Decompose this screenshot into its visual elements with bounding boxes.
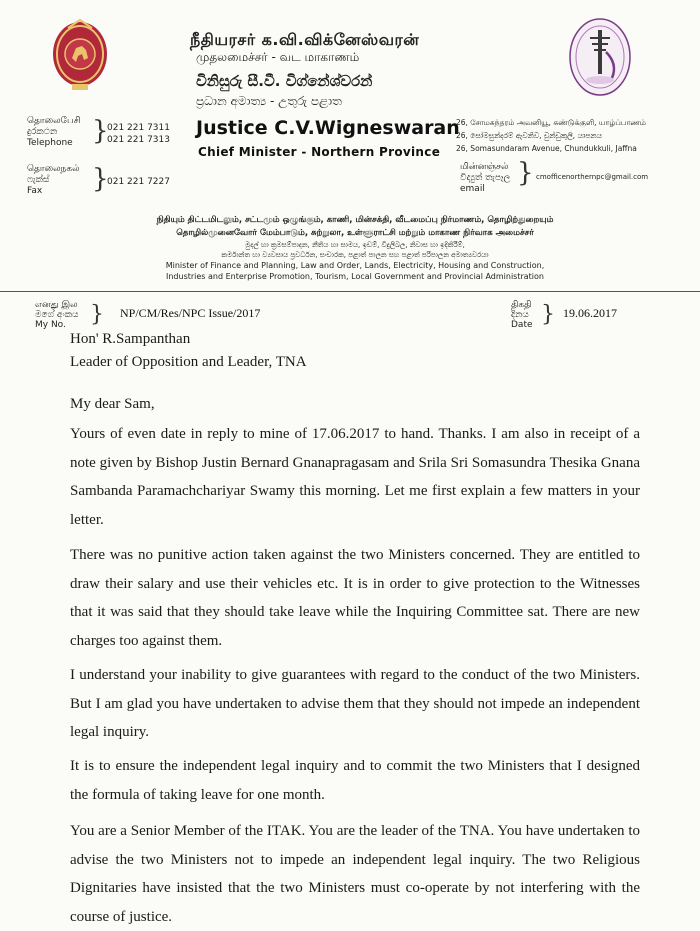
reference-number: NP/CM/Res/NPC Issue/2017	[120, 306, 261, 320]
fax-number: 021 221 7227	[107, 177, 170, 187]
paragraph-2: There was no punitive action taken against the two Ministers concerned. They are entitled to draw their salary and use their vehicles etc. It is in order to give protection to the Witnesses that it was said that they should take leave while the Inquiring Committee sat. There are new charges too against them.	[70, 547, 640, 649]
fax-label: தொலைநகல் ෆැක්ස් Fax	[27, 164, 80, 196]
english-title: Chief Minister - Northern Province	[198, 145, 441, 159]
tamil-name: நீதியரசர் க.வி.விக்னேஸ்வரன்	[190, 30, 420, 49]
addressee-name: Hon' R.Sampanthan	[70, 331, 191, 347]
english-name: Justice C.V.Wigneswaran	[196, 117, 460, 139]
sri-lanka-emblem-icon	[50, 18, 110, 98]
fax-brace: }	[92, 164, 109, 194]
paragraph-5: You are a Senior Member of the ITAK. You are the leader of the TNA. You have undertaken to advise the two Ministers not to impede an independent legal inquiry. The two Religious Dignitaries have insisted that the two Ministers must co-operate by not interfering with the course of justice.	[70, 823, 640, 925]
office-address: 26, சோமசுந்தரம் அவனியூ, சுண்டுக்குளி, யாழ்ப்பாணம் 26, සෝමසුන්දරම් ඇවනිව, චුන්ඩුකුලි, යාපනය 26, Somasundaram Avenue, Chundukkuli, Jaffna	[456, 118, 646, 153]
telephone-numbers: 021 221 7311 021 221 7313	[107, 123, 170, 145]
header-divider	[0, 291, 700, 292]
paragraph-4: It is to ensure the independent legal inquiry and to commit the two Ministers that I designed the formula of taking leave for one month.	[70, 758, 640, 803]
email-address: cmofficenorthernpc@gmail.com	[536, 173, 649, 181]
my-no-brace: }	[90, 302, 104, 327]
sinhala-name: විනිසුරු සී.වී. විග්නේශ්වරන්	[196, 72, 373, 90]
ministry-portfolio: நிதியும் திட்டமிடலும், சட்டமும் ஒழுங்கும், காணி, மின்சக்தி, வீடமைப்பு நிர்மாணம், தொழிற்துறையும் தொழில்முனைவோர் மேம்பாடும், சுற்றுலா, உள்ளூராட்சி மற்றும் மாகாண நிர்வாக அமைச்சர் මුදල් හා ක්‍රමසම්පාදන, නීතිය හා සාමය, ඉඩම්, විදුලිබල, නිවාස හා ඉදිකිරීම්, කර්මාන්ත හා ව්‍යවසාය ප්‍රවර්ධන, සංචාරක, පළාත් පාලන සහ පළාත් පරිපාලන අමාත්‍යවරයා Minister of Finance and Planning, Law and Order, Lands, Electricity, Housing and Construction, Industries and Enterprise Promotion, Tourism, Local Government and Provincial Administration	[156, 215, 554, 281]
tamil-title: முதலமைச்சர் - வட மாகாணம்	[196, 50, 360, 64]
sinhala-title: ප්‍රධාන අමාත්‍ය - උතුරු පළාත	[196, 94, 342, 108]
addressee	[70, 328, 307, 374]
my-no-label: எனது இல මගේ අංකය My No.	[35, 300, 79, 330]
northern-province-logo-icon	[560, 12, 640, 102]
paragraph-3: I understand your inability to give guarantees with regard to the conduct of the two Ministers. But I am glad you have undertaken to advise them that they should not impede an independent legal inquiry.	[70, 667, 640, 741]
salutation: My dear Sam,	[70, 396, 155, 412]
letter-date: 19.06.2017	[563, 306, 617, 320]
addressee-position: Leader of Opposition and Leader, TNA	[70, 354, 307, 370]
date-brace: }	[541, 302, 555, 327]
paragraph-1: Yours of even date in reply to mine of 17.06.2017 to hand. Thanks. I am also in receipt of a note given by Bishop Justin Bernard Gnanapragasam and Srila Sri Somasundra Thesika Gnana Sambanda Paramachchariyar Swamy this morning. Let me first explain a few matters in your letter.	[70, 426, 640, 528]
email-label: மின்னஞ்சல் විද්‍යුත් තැපෑල email	[460, 162, 511, 194]
date-label: திகதி දිනය Date	[511, 300, 533, 330]
email-brace: }	[517, 158, 534, 188]
telephone-brace: }	[92, 116, 109, 146]
telephone-label: தொலைபேசி දුරකථන Telephone	[27, 116, 81, 148]
